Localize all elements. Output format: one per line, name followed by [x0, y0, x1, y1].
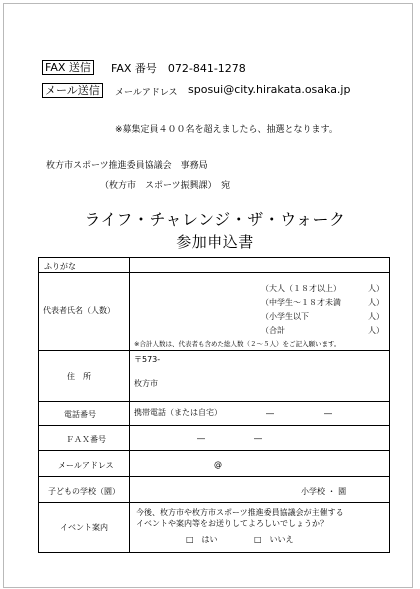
phone-hint: 携帯電話（または自宅）: [134, 408, 222, 417]
email-field[interactable]: [130, 451, 389, 476]
address-field[interactable]: [130, 351, 389, 401]
fax-separator-2: ―: [254, 434, 262, 443]
fax-number-text: FAX 番号 072-841-1278: [111, 62, 246, 75]
phone-separator-1: ―: [266, 409, 274, 418]
form-subtitle: 参加申込書: [176, 233, 254, 251]
postal-code-prefix: 〒573-: [134, 355, 161, 364]
address-label: 住 所: [67, 372, 91, 381]
capacity-notice: ※募集定員４００名を超えましたら、抽選となります。: [115, 125, 338, 135]
count-adult-unit: 人）: [368, 284, 384, 293]
fax-send-label: FAX 送信: [42, 60, 94, 75]
email-at-sign: @: [214, 460, 222, 469]
count-junior-label: （中学生～１８才未満: [261, 298, 341, 307]
fax-number-label: ＦＡＸ番号: [66, 435, 106, 444]
representative-name-label: 代表者氏名（人数）: [43, 306, 115, 315]
mail-send-label: メール送信: [42, 83, 103, 98]
count-adult-label: （大人（１８才以上）: [261, 284, 341, 293]
mail-address-caption: メールアドレス: [115, 88, 178, 98]
school-label: 子どもの学校（園）: [48, 487, 120, 496]
form-title: ライフ・チャレンジ・ザ・ウォーク: [84, 210, 346, 229]
furigana-field[interactable]: [130, 258, 389, 272]
phone-label: 電話番号: [64, 410, 96, 419]
mail-address-text: sposui@city.hirakata.osaka.jp: [188, 83, 351, 96]
recipient-line-1: 枚方市スポーツ推進委員協議会 事務局: [46, 161, 208, 171]
school-field[interactable]: [130, 477, 290, 502]
count-child-label: （小学生以下: [261, 312, 309, 321]
furigana-label: ふりがな: [44, 262, 76, 271]
application-form-page: [3, 3, 413, 588]
count-child-unit: 人）: [368, 312, 384, 321]
count-junior-unit: 人）: [368, 298, 384, 307]
event-question-line-2: イベントや案内等をお送りしてよろしいでしょうか？: [136, 519, 328, 528]
count-note: ※合計人数は、代表者も含めた総人数（２～５人）をご記入願います。: [134, 340, 341, 348]
representative-name-field[interactable]: [130, 273, 260, 333]
count-total-label: （合計: [261, 326, 285, 335]
event-yes-checkbox[interactable]: □ はい: [186, 535, 218, 544]
fax-number-field[interactable]: [130, 426, 389, 450]
fax-separator-1: ―: [197, 434, 205, 443]
email-label: メールアドレス: [58, 461, 114, 470]
phone-separator-2: ―: [324, 409, 332, 418]
event-question-line-1: 今後、枚方市や枚方市スポーツ推進委員協議会が主催する: [136, 508, 344, 517]
school-suffix: 小学校 ・ 園: [301, 487, 347, 496]
recipient-line-2: （枚方市 スポーツ振興課） 宛: [100, 181, 231, 191]
event-info-label: イベント案内: [60, 523, 108, 532]
count-total-unit: 人）: [368, 326, 384, 335]
event-no-checkbox[interactable]: □ いいえ: [254, 535, 294, 544]
city-prefix: 枚方市: [134, 379, 158, 388]
phone-field[interactable]: [130, 402, 389, 425]
